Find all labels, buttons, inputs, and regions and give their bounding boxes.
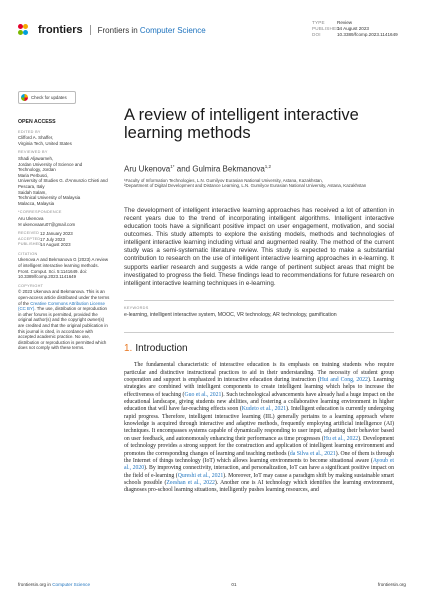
correspondence-email[interactable]: ✉ ukenovaaru07@gmail.com bbox=[18, 221, 76, 227]
citation-link[interactable]: da Silva et al., 2021 bbox=[289, 450, 336, 457]
citation-label: CITATION bbox=[18, 251, 38, 256]
meta-type: TYPE Review bbox=[312, 20, 353, 25]
journal-logo[interactable] bbox=[18, 24, 206, 36]
journal-title: Frontiers in Computer Science bbox=[97, 25, 206, 35]
check-updates-button[interactable]: Check for updates bbox=[18, 91, 76, 104]
article-dates bbox=[18, 231, 110, 248]
author-1[interactable]: Aru Ukenova bbox=[124, 164, 171, 174]
page-footer bbox=[18, 582, 406, 587]
citation-link[interactable]: Qureshi et al., 2021 bbox=[177, 472, 224, 479]
keywords: e-learning, intelligent interactive system, MOOC, VR technology, AR technology, gamification bbox=[124, 311, 337, 318]
frontiers-logo-icon bbox=[18, 24, 34, 36]
correspondence-name: Aru Ukenova bbox=[18, 215, 44, 221]
article-meta bbox=[312, 20, 398, 39]
copyright-text: © 2023 Ukenova and Bekmanova. This is an open-access article distributed under the terms of the Creative Commons Attribution License (CC BY). The use, distribution or reproduction in other forums is permitted, provided the original author(s) and the copyright owner(s) are credited and that the original publication in this journal is cited, in accordance with accepted academic practice. No use, distribution or reproduction is permitted which does not comply with these terms. bbox=[18, 289, 110, 351]
reviewed-by: Shadi Aljawarneh, Jordan University of Science and Technology, Jordan Maria Perbusci, University of Studies G. d'Annunzio Chieti and Pescara, Italy Saidah Salam, Technical University of Malaysia Malacca, Malaysia bbox=[18, 155, 108, 206]
citation-link[interactable]: Kudeto et al., 2021 bbox=[241, 406, 287, 413]
abstract: The development of intelligent interactive learning approaches has received a lot of attention in recent years due to the trend of incorporating intelligent algorithms. Intelligent interactive education tools have a significant positive impact on user engagement, motivation, and social outcomes. This study attempts to explore the existing models, methods and technologies of intelligent interactive learning including virtual and augmented reality. The method of the current study was a semi-systematic literature review. This study is expected to make a substantial contribution to research on the use of intelligent interactive learning approaches in e-learning. It supports earlier research and suggests a wide range of pertinent subject areas that might be investigated to progress the field. These findings lead to recommendations for future research on intelligent interactive learning techniques in e-learning. bbox=[124, 206, 394, 287]
reviewed-by-label: REVIEWED BY bbox=[18, 150, 48, 155]
footer-site-link[interactable]: frontiersin.org bbox=[377, 582, 406, 587]
citation-link[interactable]: Guo et al., 2021 bbox=[184, 391, 222, 398]
date-received: RECEIVED 12 January 2023 bbox=[18, 231, 73, 237]
open-access-label: OPEN ACCESS bbox=[18, 119, 56, 125]
citation-link[interactable]: Zeeshan et al., 2022 bbox=[166, 479, 215, 486]
article-main bbox=[124, 106, 394, 495]
section-heading: 1. Introduction bbox=[124, 332, 394, 354]
license-link[interactable]: Creative Commons Attribution License (CC BY) bbox=[18, 300, 105, 312]
crossmark-icon bbox=[21, 94, 28, 101]
article-sidebar bbox=[18, 88, 110, 351]
citation-link[interactable]: Hui and Cong, 2022 bbox=[319, 377, 368, 384]
author-2[interactable]: Gulmira Bekmanova bbox=[192, 164, 265, 174]
article-header bbox=[0, 0, 424, 56]
meta-doi: DOI 10.3389/fcomp.2023.1141649 bbox=[312, 32, 398, 38]
keywords-label: KEYWORDS bbox=[124, 300, 394, 310]
citation-link[interactable]: Ayoub et al., 2020 bbox=[124, 457, 394, 472]
date-accepted: ACCEPTED 17 July 2023 bbox=[18, 236, 65, 242]
date-published: PUBLISHED 14 August 2023 bbox=[18, 242, 71, 248]
citation-text: Ukenova A and Bekmanova G (2023) A review of intelligent interactive learning methods. Front. Comput. Sci. 5:1141649. doi: 10.3389/fcomp.2023.1141649 bbox=[18, 257, 109, 280]
brand-name: frontiers bbox=[38, 24, 83, 36]
correspondence-label: *CORRESPONDENCE bbox=[18, 210, 62, 215]
author-list: Aru Ukenova$^{1*}$ and Gulmira Bekmanova$^{1,2}$ bbox=[124, 164, 272, 174]
logo-divider bbox=[90, 25, 91, 35]
copyright-label: COPYRIGHT bbox=[18, 283, 44, 288]
citation-link[interactable]: Hu et al., 2022 bbox=[323, 435, 359, 442]
edited-by-label: EDITED BY bbox=[18, 129, 41, 134]
introduction-paragraph: The fundamental characteristic of interactive education is its emphasis on training students who require particular and distinctive instructional practices to aid in their understanding. The necessity of student group cooperation and support is emphasized in interactive education during instruction (Hui and Cong, 2022). Learning strategies are combined with intelligent components to create intelligent learning which helps to increase the effectiveness of teaching (Guo et al., 2021). Such technological advancements have already had a huge impact on the educational landscape, giving students new abilities, and fostering a collaborative learning environment in higher education that will have far-reaching effects soon (Kudeto et al., 2021). Intelligent education is currently undergoing rapid progress. Therefore, intelligent interactive learning (IIL) generally pertains to a learning approach where knowledge is acquired through interactive and adaptive methods, frequently employing artificial intelligence (AI) techniques. It encompasses systems capable of dynamically responding to user input, adjusting their behavior based on user feedback, and autonomously enhancing their performance as time progresses (Hu et al., 2022). Development of technology provides a strong support for the construction and application of intelligent learning environment and promotes the corresponding changes of learning and teaching methods (da Silva et al., 2021). One of them is through the Internet of things technology (IoT) which allows learning environments to become situational aware (Ayoub et al., 2020). By improving connectivity, interaction, and personalization, IoT can have a significant positive impact on the field of e-learning (Qureshi et al., 2021). Moreover, IoT may cause a paradigm shift by making sustainable smart schools possible (Zeeshan et al., 2022). Another one is AI technology which identifies the learning environment, diagnoses pro-school learning situations, intelligently pushes learning resources, and bbox=[124, 362, 395, 494]
affiliations: ¹Faculty of Information Technologies, L.N. Gumilyov Eurasian National University, Astana, Kazakhstan, ²Department of Digital Development and Distance Learning, L.N. Gumilyov Eurasian National University, Astana, Kazakhstan bbox=[124, 177, 367, 189]
footer-journal: frontiersin.org in Computer Science bbox=[18, 582, 91, 587]
meta-published: PUBLISHED14 August 2023 bbox=[312, 26, 369, 32]
edited-by: Clifford A. Shaffer, Virginia Tech, United States bbox=[18, 135, 72, 146]
article-title: A review of intelligent interactive learning methods bbox=[124, 106, 359, 142]
page-number: 01 bbox=[231, 582, 237, 587]
